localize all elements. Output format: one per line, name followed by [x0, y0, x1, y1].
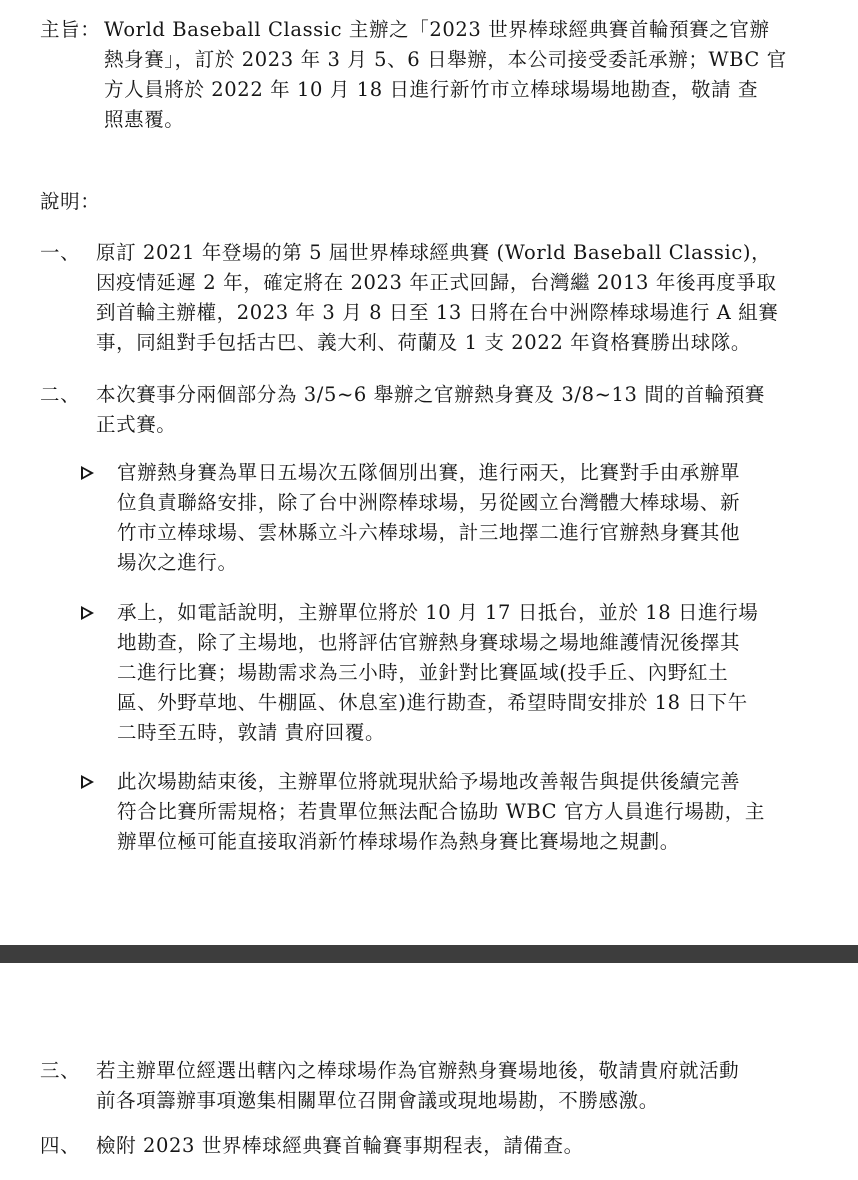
- arrow-bullet-icon: [81, 466, 94, 480]
- bullet-line: 場次之進行。: [117, 551, 238, 574]
- bullet-line: 此次場勘結束後，主辦單位將就現狀給予場地改善報告與提供後續完善: [117, 770, 741, 793]
- item-line: 前各項籌辦事項邀集相關單位召開會議或現地場勘，不勝感激。: [96, 1089, 659, 1112]
- item-number: 四、: [40, 1134, 81, 1157]
- bullet-text: [117, 458, 827, 578]
- bullet-line: 竹市立棒球場、雲林縣立斗六棒球場，計三地擇二進行官辦熱身賽其他: [117, 521, 741, 544]
- bullet-line: 官辦熱身賽為單日五場次五隊個別出賽，進行兩天，比賽對手由承辦單: [117, 461, 741, 484]
- bullet-line: 辦單位極可能直接取消新竹棒球場作為熱身賽比賽場地之規劃。: [117, 830, 680, 853]
- bullet-text: [117, 767, 827, 857]
- item-line: 因疫情延遲 2 年，確定將在 2023 年正式回歸，台灣繼 2013 年後再度爭取: [96, 271, 777, 294]
- subject-label: 主旨：: [40, 18, 101, 41]
- page-divider: [0, 945, 858, 963]
- item-line: 事，同組對手包括古巴、義大利、荷蘭及 1 支 2022 年資格賽勝出球隊。: [96, 331, 752, 354]
- item-number: 三、: [40, 1059, 81, 1082]
- subject-line: 方人員將於 2022 年 10 月 18 日進行新竹市立棒球場場地勘查，敬請 查: [104, 78, 759, 101]
- subject-line: 照惠覆。: [104, 108, 185, 131]
- bullet-line: 符合比賽所需規格；若貴單位無法配合協助 WBC 官方人員進行場勘，主: [117, 800, 765, 823]
- bullet-line: 地勘查，除了主場地，也將評估官辦熱身賽球場之場地維護情況後擇其: [117, 631, 741, 654]
- arrow-bullet-icon: [81, 775, 94, 789]
- item-text: [96, 238, 836, 358]
- bullet-text: [117, 598, 827, 748]
- bullet-line: 二進行比賽；場勘需求為三小時，並針對比賽區域(投手丘、內野紅土: [117, 661, 729, 684]
- item-line: 到首輪主辦權，2023 年 3 月 8 日至 13 日將在台中洲際棒球場進行 A 組賽: [96, 301, 779, 324]
- arrow-bullet-icon: [81, 606, 94, 620]
- item-number: 一、: [40, 241, 81, 264]
- explanation-label: 說明：: [40, 190, 101, 213]
- item-line: 原訂 2021 年登場的第 5 屆世界棒球經典賽 (World Baseball Classic)，: [96, 241, 772, 264]
- item-line: 若主辦單位經選出轄內之棒球場作為官辦熱身賽場地後，敬請貴府就活動: [96, 1059, 740, 1082]
- subject-line: 熱身賽」，訂於 2023 年 3 月 5、6 日舉辦，本公司接受委託承辦；WBC 官: [104, 48, 787, 71]
- subject-line: World Baseball Classic 主辦之「2023 世界棒球經典賽首輪預賽之官辦: [104, 18, 770, 41]
- bullet-line: 承上，如電話說明，主辦單位將於 10 月 17 日抵台，並於 18 日進行場: [117, 601, 759, 624]
- item-text: [96, 1131, 836, 1161]
- bullet-line: 位負責聯絡安排，除了台中洲際棒球場，另從國立台灣體大棒球場、新: [117, 491, 741, 514]
- bullet-line: 區、外野草地、牛棚區、休息室)進行勘查，希望時間安排於 18 日下午: [117, 691, 748, 714]
- subject-text: [104, 15, 834, 135]
- item-text: [96, 1056, 836, 1116]
- bullet-line: 二時至五時，敦請 貴府回覆。: [117, 721, 386, 744]
- item-line: 檢附 2023 世界棒球經典賽首輪賽事期程表，請備查。: [96, 1134, 584, 1157]
- item-line: 正式賽。: [96, 413, 177, 436]
- item-line: 本次賽事分兩個部分為 3/5~6 舉辦之官辦熱身賽及 3/8~13 間的首輪預賽: [96, 383, 765, 406]
- item-number: 二、: [40, 383, 81, 406]
- item-text: [96, 380, 836, 440]
- document-page-2: [0, 963, 858, 1180]
